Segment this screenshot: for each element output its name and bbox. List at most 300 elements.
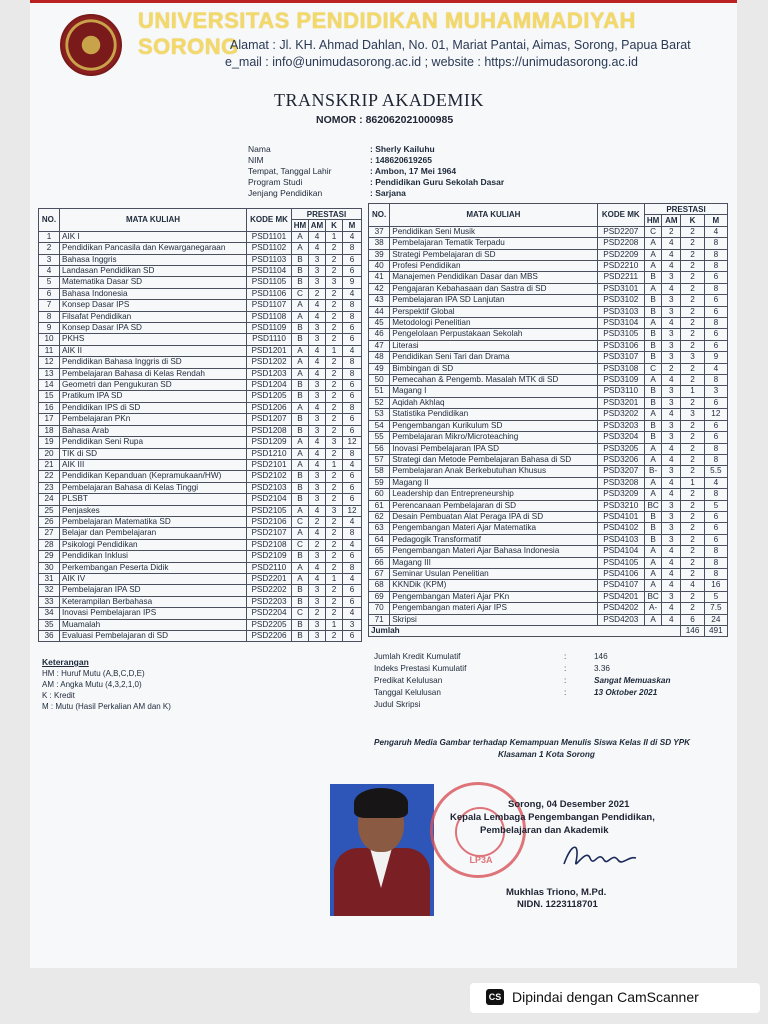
course-name: Magang I [390, 386, 597, 397]
row-no: 41 [369, 272, 390, 283]
grade-hm: B [292, 323, 309, 334]
quality-m: 4 [343, 608, 362, 619]
course-name: Statistika Pendidikan [390, 409, 597, 420]
credit-k: 2 [681, 249, 704, 260]
course-code: PSD1101 [247, 231, 292, 242]
course-name: Matematika Dasar SD [60, 277, 247, 288]
table-row [39, 437, 362, 448]
course-name: Bahasa Indonesia [60, 288, 247, 299]
course-code: PSD4102 [597, 523, 645, 534]
credit-k: 2 [326, 414, 343, 425]
summary-label: Indeks Prestasi Kumulatif [374, 664, 467, 673]
table-row [39, 505, 362, 516]
table-row [39, 608, 362, 619]
row-no: 47 [369, 340, 390, 351]
table-row [369, 420, 728, 431]
quality-m: 6 [343, 334, 362, 345]
course-name: AIK I [60, 231, 247, 242]
table-row [39, 402, 362, 413]
grade-am: 4 [662, 557, 681, 568]
row-no: 36 [39, 631, 60, 642]
course-code: PSD1104 [247, 266, 292, 277]
credit-k: 2 [681, 283, 704, 294]
summary-label: Tanggal Kelulusan [374, 688, 441, 697]
course-code: PSD1203 [247, 368, 292, 379]
student-info-value: : Ambon, 17 Mei 1964 [370, 166, 457, 176]
course-name: TIK di SD [60, 448, 247, 459]
course-code: PSD3201 [597, 397, 645, 408]
course-code: PSD3102 [597, 295, 645, 306]
col-course: MATA KULIAH [60, 209, 247, 232]
credit-k: 2 [681, 603, 704, 614]
course-code: PSD4201 [597, 591, 645, 602]
summary-label: Predikat Kelulusan [374, 676, 443, 685]
credit-k: 2 [326, 334, 343, 345]
row-no: 20 [39, 448, 60, 459]
grade-am: 3 [309, 471, 326, 482]
grade-hm: A [292, 459, 309, 470]
course-name: Konsep Dasar IPA SD [60, 323, 247, 334]
grade-am: 3 [662, 386, 681, 397]
credit-k: 2 [326, 300, 343, 311]
grade-hm: C [292, 516, 309, 527]
table-row [369, 489, 728, 500]
course-name: Perspektif Global [390, 306, 597, 317]
grade-hm: A [292, 505, 309, 516]
quality-m: 8 [704, 238, 727, 249]
course-code: PSD3208 [597, 477, 645, 488]
table-row [39, 494, 362, 505]
course-name: Pengelolaan Perpustakaan Sekolah [390, 329, 597, 340]
course-code: PSD1106 [247, 288, 292, 299]
course-name: Pendidikan Inklusi [60, 551, 247, 562]
credit-k: 2 [681, 318, 704, 329]
sign-position-2: Pembelajaran dan Akademik [480, 825, 609, 836]
grade-hm: A [292, 573, 309, 584]
credit-k: 2 [326, 391, 343, 402]
table-row [39, 471, 362, 482]
course-name: Pembelajaran IPA SD Lanjutan [390, 295, 597, 306]
course-code: PSD2103 [247, 482, 292, 493]
table-row [369, 261, 728, 272]
grade-am: 3 [309, 414, 326, 425]
grade-am: 4 [309, 231, 326, 242]
course-name: Seminar Usulan Penelitian [390, 568, 597, 579]
table-row [369, 466, 728, 477]
keterangan-title: Keterangan [42, 657, 89, 667]
credit-k: 2 [681, 295, 704, 306]
credit-k: 2 [326, 539, 343, 550]
quality-m: 8 [343, 368, 362, 379]
quality-m: 6 [343, 494, 362, 505]
summary-colon: : [564, 676, 567, 685]
course-code: PSD2202 [247, 585, 292, 596]
grade-am: 4 [662, 318, 681, 329]
course-code: PSD1205 [247, 391, 292, 402]
quality-m: 6 [704, 420, 727, 431]
table-row [369, 534, 728, 545]
grade-hm: B [292, 334, 309, 345]
row-no: 54 [369, 420, 390, 431]
credit-k: 2 [326, 562, 343, 573]
row-no: 14 [39, 380, 60, 391]
table-row [369, 283, 728, 294]
grade-hm: B [645, 397, 662, 408]
credit-k: 2 [681, 226, 704, 237]
course-name: Pembelajaran Mikro/Microteaching [390, 432, 597, 443]
credit-k: 1 [326, 573, 343, 584]
row-no: 18 [39, 425, 60, 436]
course-name: Pengembangan Materi Ajar Bahasa Indonesia [390, 546, 597, 557]
grade-hm: B- [645, 466, 662, 477]
quality-m: 4 [704, 226, 727, 237]
row-no: 63 [369, 523, 390, 534]
grade-hm: A [292, 368, 309, 379]
grade-hm: B [645, 511, 662, 522]
course-name: Psikologi Pendidikan [60, 539, 247, 550]
row-no: 56 [369, 443, 390, 454]
grade-am: 3 [662, 500, 681, 511]
row-no: 67 [369, 568, 390, 579]
row-no: 4 [39, 266, 60, 277]
course-name: Pengembangan materi Ajar IPS [390, 603, 597, 614]
row-no: 69 [369, 591, 390, 602]
col-code: KODE MK [247, 209, 292, 232]
grade-am: 4 [309, 448, 326, 459]
camscanner-logo-icon: CS [486, 989, 504, 1005]
course-code: PSD2107 [247, 528, 292, 539]
row-no: 51 [369, 386, 390, 397]
row-no: 68 [369, 580, 390, 591]
grade-hm: A [292, 243, 309, 254]
table-row [39, 231, 362, 242]
course-name: Pengembangan Materi Ajar Matematika [390, 523, 597, 534]
student-info-value: : Pendidikan Guru Sekolah Dasar [370, 177, 505, 187]
course-name: Metodologi Penelitian [390, 318, 597, 329]
credit-k: 4 [681, 580, 704, 591]
grade-am: 3 [662, 523, 681, 534]
grade-am: 4 [662, 249, 681, 260]
course-name: Belajar dan Pembelajaran [60, 528, 247, 539]
credit-k: 2 [681, 397, 704, 408]
grade-hm: B [292, 585, 309, 596]
row-no: 33 [39, 596, 60, 607]
row-no: 57 [369, 454, 390, 465]
course-name: Skripsi [390, 614, 597, 625]
table-row [39, 323, 362, 334]
credit-k: 2 [681, 261, 704, 272]
grade-hm: B [292, 391, 309, 402]
row-no: 40 [369, 261, 390, 272]
credit-k: 2 [681, 511, 704, 522]
grade-am: 3 [309, 482, 326, 493]
course-code: PSD1102 [247, 243, 292, 254]
quality-m: 6 [704, 306, 727, 317]
grade-hm: A [292, 231, 309, 242]
grade-am: 3 [309, 277, 326, 288]
university-seal-icon [60, 14, 122, 76]
credit-k: 2 [326, 608, 343, 619]
quality-m: 4 [704, 363, 727, 374]
quality-m: 8 [704, 283, 727, 294]
grade-am: 4 [662, 603, 681, 614]
total-row [369, 626, 728, 637]
col-hm: HM [645, 215, 662, 226]
grade-am: 4 [309, 562, 326, 573]
quality-m: 6 [343, 551, 362, 562]
summary-value: 13 Oktober 2021 [594, 688, 658, 697]
quality-m: 8 [704, 318, 727, 329]
quality-m: 6 [704, 397, 727, 408]
grade-am: 4 [662, 489, 681, 500]
quality-m: 7.5 [704, 603, 727, 614]
transcript-sheet [30, 0, 737, 968]
credit-k: 2 [681, 454, 704, 465]
row-no: 58 [369, 466, 390, 477]
quality-m: 8 [343, 448, 362, 459]
course-name: Strategi Pembelajaran di SD [390, 249, 597, 260]
course-code: PSD2105 [247, 505, 292, 516]
grade-am: 4 [662, 375, 681, 386]
course-code: PSD3105 [597, 329, 645, 340]
grade-am: 3 [662, 511, 681, 522]
grade-hm: A- [645, 603, 662, 614]
table-row [39, 482, 362, 493]
quality-m: 9 [704, 352, 727, 363]
table-row [39, 311, 362, 322]
course-code: PSD2205 [247, 619, 292, 630]
grade-am: 4 [662, 454, 681, 465]
quality-m: 8 [704, 375, 727, 386]
course-code: PSD4101 [597, 511, 645, 522]
quality-m: 8 [343, 311, 362, 322]
credit-k: 2 [681, 432, 704, 443]
credit-k: 3 [681, 409, 704, 420]
grade-hm: C [645, 226, 662, 237]
grade-hm: A [645, 375, 662, 386]
grade-hm: C [292, 539, 309, 550]
row-no: 19 [39, 437, 60, 448]
quality-m: 4 [704, 477, 727, 488]
grade-am: 3 [662, 340, 681, 351]
course-code: PSD2110 [247, 562, 292, 573]
grade-am: 2 [309, 288, 326, 299]
row-no: 22 [39, 471, 60, 482]
quality-m: 6 [704, 340, 727, 351]
quality-m: 6 [704, 295, 727, 306]
credit-k: 2 [681, 523, 704, 534]
grade-hm: A [645, 454, 662, 465]
course-name: Pendidikan Kepanduan (Kepramukaan/HW) [60, 471, 247, 482]
credit-k: 2 [681, 489, 704, 500]
row-no: 25 [39, 505, 60, 516]
row-no: 37 [369, 226, 390, 237]
course-name: AIK IV [60, 573, 247, 584]
col-m: M [704, 215, 727, 226]
credit-k: 2 [326, 482, 343, 493]
credit-k: 1 [326, 231, 343, 242]
credit-k: 2 [326, 448, 343, 459]
grade-hm: A [292, 300, 309, 311]
summary-value: Sangat Memuaskan [594, 676, 671, 685]
row-no: 2 [39, 243, 60, 254]
quality-m: 8 [343, 402, 362, 413]
grade-hm: B [292, 619, 309, 630]
quality-m: 8 [704, 568, 727, 579]
left-grade-table [38, 208, 362, 642]
grade-hm: B [645, 523, 662, 534]
grade-am: 4 [662, 546, 681, 557]
credit-k: 2 [681, 591, 704, 602]
table-row [39, 551, 362, 562]
row-no: 34 [39, 608, 60, 619]
table-row [39, 562, 362, 573]
grade-hm: B [645, 329, 662, 340]
course-code: PSD1202 [247, 357, 292, 368]
grade-hm: B [292, 482, 309, 493]
course-code: PSD4106 [597, 568, 645, 579]
course-name: Bahasa Arab [60, 425, 247, 436]
course-code: PSD1201 [247, 345, 292, 356]
credit-k: 2 [326, 357, 343, 368]
course-name: KKNDik (KPM) [390, 580, 597, 591]
quality-m: 16 [704, 580, 727, 591]
course-code: PSD3204 [597, 432, 645, 443]
thesis-title-line-2: Klasaman 1 Kota Sorong [498, 750, 595, 759]
row-no: 50 [369, 375, 390, 386]
row-no: 38 [369, 238, 390, 249]
course-code: PSD1209 [247, 437, 292, 448]
table-row [39, 425, 362, 436]
grade-hm: A [645, 261, 662, 272]
letterhead [30, 0, 737, 86]
grade-hm: B [292, 254, 309, 265]
grade-hm: B [292, 380, 309, 391]
credit-k: 2 [326, 266, 343, 277]
credit-k: 2 [681, 557, 704, 568]
keterangan-item: AM : Angka Mutu (4,3,2,1,0) [42, 680, 142, 689]
grade-hm: A [292, 311, 309, 322]
grade-am: 4 [309, 311, 326, 322]
credit-k: 2 [681, 500, 704, 511]
course-name: Literasi [390, 340, 597, 351]
course-name: Pedagogik Transformatif [390, 534, 597, 545]
course-code: PSD3101 [597, 283, 645, 294]
grade-hm: C [645, 363, 662, 374]
table-row [39, 573, 362, 584]
credit-k: 2 [681, 340, 704, 351]
student-info-value: : Sarjana [370, 188, 406, 198]
grade-am: 3 [309, 266, 326, 277]
grade-am: 4 [309, 437, 326, 448]
course-name: Pratikum IPA SD [60, 391, 247, 402]
row-no: 28 [39, 539, 60, 550]
student-info-label: Nama [248, 144, 271, 154]
grade-hm: A [645, 568, 662, 579]
sign-place-date: Sorong, 04 Desember 2021 [508, 799, 630, 810]
table-row [39, 288, 362, 299]
credit-k: 3 [681, 352, 704, 363]
grade-hm: B [292, 277, 309, 288]
quality-m: 6 [343, 323, 362, 334]
course-code: PSD3109 [597, 375, 645, 386]
row-no: 32 [39, 585, 60, 596]
credit-k: 2 [326, 516, 343, 527]
row-no: 65 [369, 546, 390, 557]
credit-k: 2 [326, 631, 343, 642]
table-row [39, 391, 362, 402]
row-no: 3 [39, 254, 60, 265]
col-am: AM [662, 215, 681, 226]
grade-hm: A [645, 489, 662, 500]
table-row [369, 568, 728, 579]
grade-hm: A [645, 546, 662, 557]
row-no: 64 [369, 534, 390, 545]
row-no: 61 [369, 500, 390, 511]
credit-k: 1 [326, 345, 343, 356]
grade-hm: B [292, 414, 309, 425]
grade-am: 2 [309, 539, 326, 550]
course-name: Pendidikan Seni Musik [390, 226, 597, 237]
row-no: 1 [39, 231, 60, 242]
credit-k: 2 [326, 402, 343, 413]
credit-k: 2 [326, 425, 343, 436]
grade-hm: A [645, 238, 662, 249]
row-no: 30 [39, 562, 60, 573]
quality-m: 4 [343, 539, 362, 550]
row-no: 62 [369, 511, 390, 522]
grade-hm: C [292, 288, 309, 299]
quality-m: 4 [343, 516, 362, 527]
quality-m: 8 [343, 528, 362, 539]
quality-m: 8 [704, 557, 727, 568]
table-row [39, 254, 362, 265]
table-row [39, 528, 362, 539]
course-code: PSD4107 [597, 580, 645, 591]
grade-am: 3 [662, 352, 681, 363]
col-code: KODE MK [597, 204, 645, 227]
course-name: Pendidikan Seni Tari dan Drama [390, 352, 597, 363]
row-no: 48 [369, 352, 390, 363]
col-k: K [681, 215, 704, 226]
course-name: Muamalah [60, 619, 247, 630]
quality-m: 3 [704, 386, 727, 397]
course-code: PSD4103 [597, 534, 645, 545]
table-row [369, 363, 728, 374]
table-row [39, 414, 362, 425]
quality-m: 4 [343, 231, 362, 242]
grade-am: 3 [309, 323, 326, 334]
row-no: 15 [39, 391, 60, 402]
table-row [39, 380, 362, 391]
course-code: PSD3205 [597, 443, 645, 454]
course-name: Pembelajaran Matematika SD [60, 516, 247, 527]
quality-m: 8 [343, 243, 362, 254]
table-row [39, 300, 362, 311]
grade-hm: B [292, 596, 309, 607]
credit-k: 2 [681, 238, 704, 249]
course-code: PSD1110 [247, 334, 292, 345]
table-row [39, 585, 362, 596]
row-no: 17 [39, 414, 60, 425]
quality-m: 9 [343, 277, 362, 288]
course-code: PSD1207 [247, 414, 292, 425]
grade-am: 4 [662, 261, 681, 272]
grade-am: 4 [309, 357, 326, 368]
quality-m: 8 [704, 443, 727, 454]
col-no: NO. [39, 209, 60, 232]
grade-am: 4 [309, 459, 326, 470]
